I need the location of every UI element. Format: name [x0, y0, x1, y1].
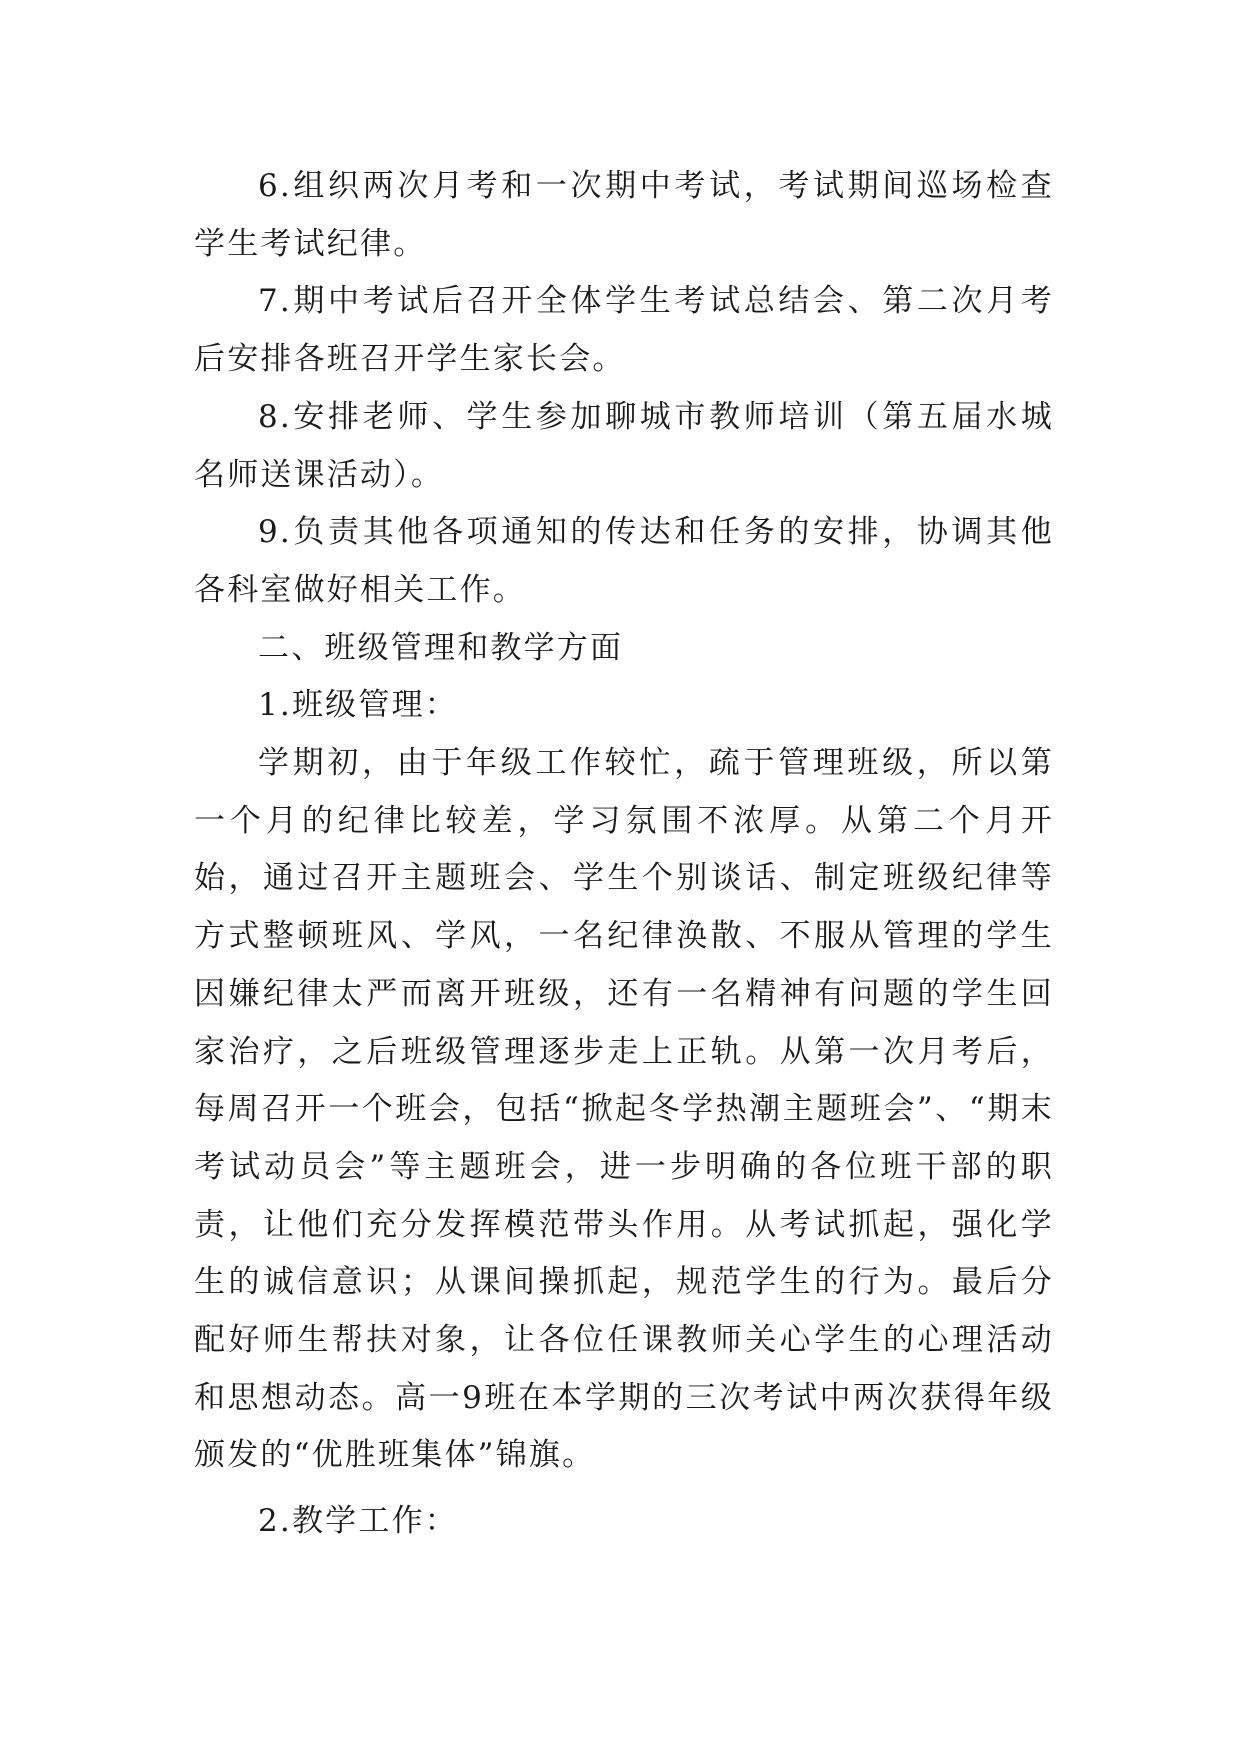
- paragraph-item-9: 9.负责其他各项通知的传达和任务的安排，协调其他各科室做好相关工作。: [194, 514, 1054, 608]
- paragraph-item-7: 7.期中考试后召开全体学生考试总结会、第二次月考后安排各班召开学生家长会。: [194, 283, 1054, 378]
- subsection-heading-class-management: 1.班级管理：: [258, 687, 458, 724]
- paragraph-item-6: 6.组织两次月考和一次期中考试，考试期间巡场检查学生考试纪律。: [194, 168, 1054, 262]
- section-heading: 二、班级管理和教学方面: [258, 629, 624, 666]
- class-management-paragraph: 学期初，由于年级工作较忙，疏于管理班级，所以第一个月的纪律比较差，学习氛围不浓厚。从第二个月开始，通过召开主题班会、学生个别谈话、制定班级纪律等方式整顿班风、学风，一名纪律涣散、不服从管理的学生因嫌纪律太严而离开班级，还有一名精神有问题的学生回家治疗，之后班级管理逐步走上正轨。从第一次月考后，每周召开一个班会，包括“掀起冬学热潮主题班会”、“期末考试动员会”等主题班会，进一步明确的各位班干部的职责，让他们充分发挥模范带头作用。从考试抓起，强化学生的诚信意识；从课间操抓起，规范学生的行为。最后分配好师生帮扶对象，让各位任课教师关心学生的心理活动和思想动态。高一9班在本学期的三次考试中两次获得年级颁发的“优胜班集体”锦旗。: [194, 745, 1054, 1474]
- subsection-heading-teaching: 2.教学工作：: [258, 1503, 458, 1540]
- document-body: [194, 158, 1054, 1551]
- paragraph-item-8: 8.安排老师、学生参加聊城市教师培训（第五届水城名师送课活动）。: [194, 398, 1054, 493]
